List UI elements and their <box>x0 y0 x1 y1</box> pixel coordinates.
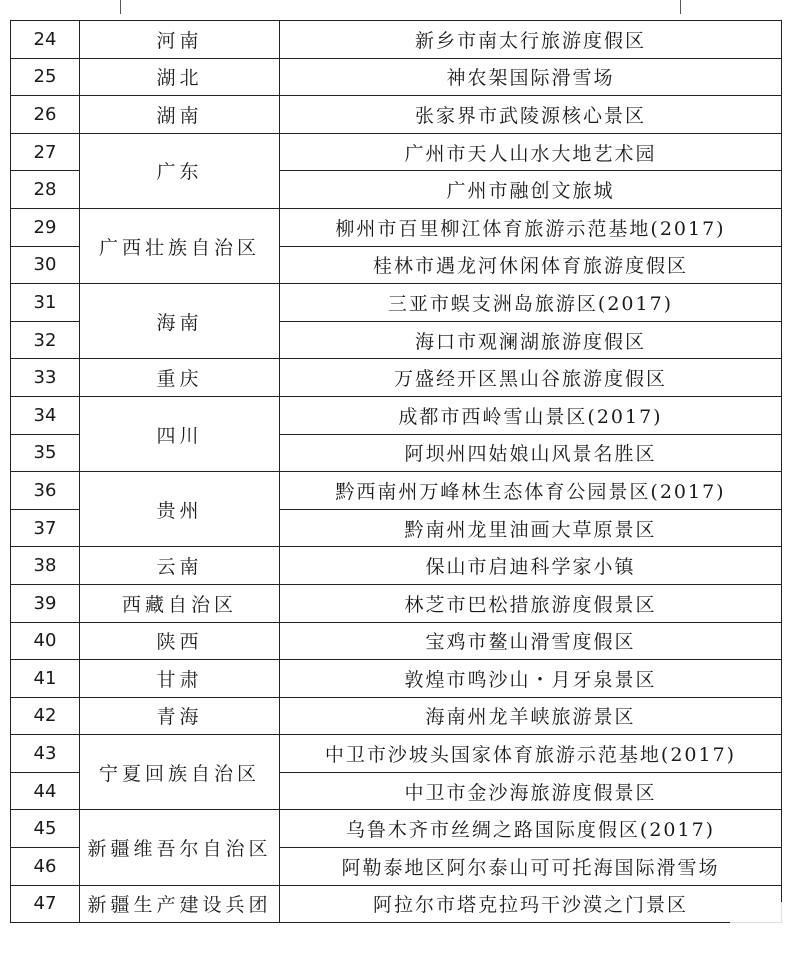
site-cell: 阿拉尔市塔克拉玛干沙漠之门景区 <box>280 885 782 923</box>
row-number: 44 <box>11 772 80 810</box>
site-cell: 黔西南州万峰林生态体育公园景区(2017) <box>280 472 782 510</box>
province-cell: 广东 <box>80 133 280 208</box>
row-number: 27 <box>11 133 80 171</box>
table-row <box>11 547 782 585</box>
site-cell: 中卫市沙坡头国家体育旅游示范基地(2017) <box>280 735 782 773</box>
table-row <box>11 622 782 660</box>
site-cell: 新乡市南太行旅游度假区 <box>280 21 782 59</box>
province-cell: 湖北 <box>80 58 280 96</box>
province-cell: 河南 <box>80 21 280 59</box>
province-cell: 新疆维吾尔自治区 <box>80 810 280 885</box>
site-cell: 林芝市巴松措旅游度假景区 <box>280 584 782 622</box>
province-cell: 海南 <box>80 284 280 359</box>
site-cell: 阿勒泰地区阿尔泰山可可托海国际滑雪场 <box>280 848 782 886</box>
province-cell: 青海 <box>80 697 280 735</box>
table-row <box>11 735 782 773</box>
site-cell: 万盛经开区黑山谷旅游度假区 <box>280 359 782 397</box>
table-row <box>11 810 782 848</box>
table-row <box>11 58 782 96</box>
province-cell: 甘肃 <box>80 660 280 698</box>
table-row <box>11 284 782 322</box>
table-top-edge <box>0 0 800 20</box>
table-row <box>11 133 782 171</box>
row-number: 34 <box>11 396 80 434</box>
site-cell: 中卫市金沙海旅游度假景区 <box>280 772 782 810</box>
column-rule <box>680 0 681 14</box>
table-row <box>11 208 782 246</box>
table-row <box>11 584 782 622</box>
row-number: 39 <box>11 584 80 622</box>
site-cell: 柳州市百里柳江体育旅游示范基地(2017) <box>280 208 782 246</box>
row-number: 43 <box>11 735 80 773</box>
table-row <box>11 359 782 397</box>
site-cell: 张家界市武陵源核心景区 <box>280 96 782 134</box>
site-cell: 宝鸡市鳌山滑雪度假区 <box>280 622 782 660</box>
row-number: 46 <box>11 848 80 886</box>
row-number: 45 <box>11 810 80 848</box>
site-cell: 黔南州龙里油画大草原景区 <box>280 509 782 547</box>
scenic-site-table <box>10 20 782 923</box>
row-number: 35 <box>11 434 80 472</box>
province-cell: 云南 <box>80 547 280 585</box>
province-cell: 湖南 <box>80 96 280 134</box>
province-cell: 广西壮族自治区 <box>80 208 280 283</box>
site-cell: 桂林市遇龙河休闲体育旅游度假区 <box>280 246 782 284</box>
province-cell: 重庆 <box>80 359 280 397</box>
province-cell: 西藏自治区 <box>80 584 280 622</box>
site-cell: 阿坝州四姑娘山风景名胜区 <box>280 434 782 472</box>
site-cell: 海南州龙羊峡旅游景区 <box>280 697 782 735</box>
row-number: 36 <box>11 472 80 510</box>
table-row <box>11 472 782 510</box>
province-cell: 新疆生产建设兵团 <box>80 885 280 923</box>
province-cell: 宁夏回族自治区 <box>80 735 280 810</box>
row-number: 24 <box>11 21 80 59</box>
row-number: 30 <box>11 246 80 284</box>
row-number: 41 <box>11 660 80 698</box>
row-number: 47 <box>11 885 80 923</box>
province-cell: 贵州 <box>80 472 280 547</box>
table-row <box>11 697 782 735</box>
row-number: 38 <box>11 547 80 585</box>
table-row <box>11 96 782 134</box>
row-number: 29 <box>11 208 80 246</box>
site-cell: 海口市观澜湖旅游度假区 <box>280 321 782 359</box>
row-number: 28 <box>11 171 80 209</box>
row-number: 25 <box>11 58 80 96</box>
site-cell: 广州市天人山水大地艺术园 <box>280 133 782 171</box>
row-number: 26 <box>11 96 80 134</box>
site-cell: 乌鲁木齐市丝绸之路国际度假区(2017) <box>280 810 782 848</box>
watermark-patch <box>730 902 800 932</box>
row-number: 32 <box>11 321 80 359</box>
table-row <box>11 885 782 923</box>
row-number: 37 <box>11 509 80 547</box>
site-cell: 广州市融创文旅城 <box>280 171 782 209</box>
row-number: 33 <box>11 359 80 397</box>
site-cell: 保山市启迪科学家小镇 <box>280 547 782 585</box>
site-cell: 三亚市蜈支洲岛旅游区(2017) <box>280 284 782 322</box>
table-row <box>11 396 782 434</box>
site-cell: 成都市西岭雪山景区(2017) <box>280 396 782 434</box>
column-rule <box>120 0 121 14</box>
row-number: 40 <box>11 622 80 660</box>
province-cell: 四川 <box>80 396 280 471</box>
site-cell: 神农架国际滑雪场 <box>280 58 782 96</box>
table-row <box>11 21 782 59</box>
row-number: 42 <box>11 697 80 735</box>
site-cell: 敦煌市鸣沙山・月牙泉景区 <box>280 660 782 698</box>
row-number: 31 <box>11 284 80 322</box>
table-row <box>11 660 782 698</box>
province-cell: 陕西 <box>80 622 280 660</box>
